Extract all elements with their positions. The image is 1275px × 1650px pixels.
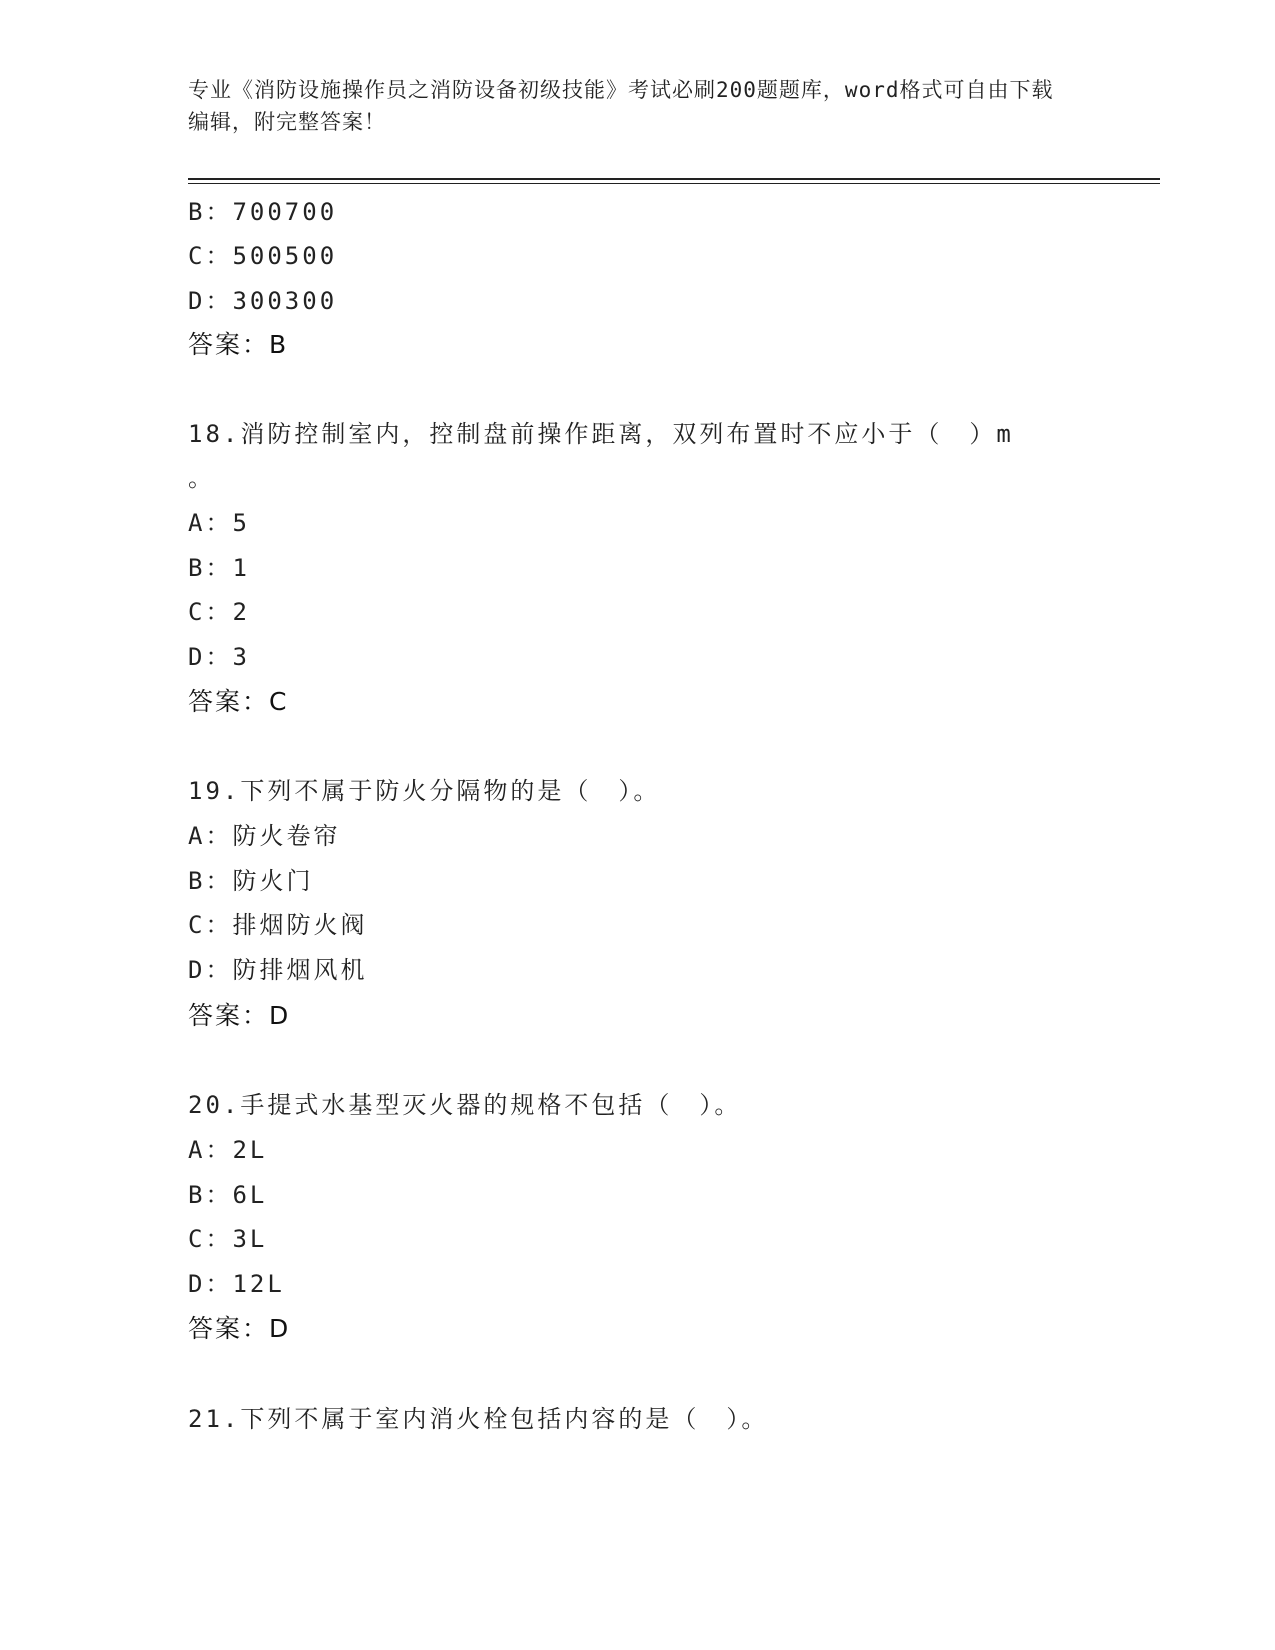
question-stem: 19.下列不属于防火分隔物的是（ ）。: [188, 777, 661, 805]
header-divider-thin: [188, 183, 1160, 184]
option-b: B：6L: [188, 1181, 268, 1209]
option-c: C：500500: [188, 242, 338, 270]
document-header-title: 专业《消防设施操作员之消防设备初级技能》考试必刷200题题库，word格式可自由下载编辑，附完整答案！: [188, 78, 1054, 134]
option-b: B：700700: [188, 198, 338, 226]
option-d: D：12L: [188, 1270, 285, 1298]
option-c: C：排烟防火阀: [188, 911, 368, 939]
answer-label: 答案：D: [188, 1001, 291, 1030]
question-stem: 18.消防控制室内，控制盘前操作距离，双列布置时不应小于（ ）m: [188, 420, 1014, 448]
option-a: A：2L: [188, 1136, 268, 1164]
option-c: C：2: [188, 598, 250, 626]
answer-label: 答案：D: [188, 1314, 291, 1343]
question-stem: 21.下列不属于室内消火栓包括内容的是（ ）。: [188, 1405, 769, 1433]
question-stem-continuation: 。: [188, 464, 215, 492]
answer-label: 答案：C: [188, 687, 289, 716]
option-d: D：防排烟风机: [188, 956, 368, 984]
option-b: B：1: [188, 554, 250, 582]
question-stem: 20.手提式水基型灭火器的规格不包括（ ）。: [188, 1091, 742, 1119]
option-d: D：300300: [188, 287, 338, 315]
option-a: A：防火卷帘: [188, 822, 341, 850]
option-d: D：3: [188, 643, 250, 671]
answer-label: 答案：B: [188, 330, 289, 359]
option-b: B：防火门: [188, 867, 314, 895]
option-a: A：5: [188, 509, 250, 537]
option-c: C：3L: [188, 1225, 268, 1253]
header-divider-thick: [188, 178, 1160, 180]
